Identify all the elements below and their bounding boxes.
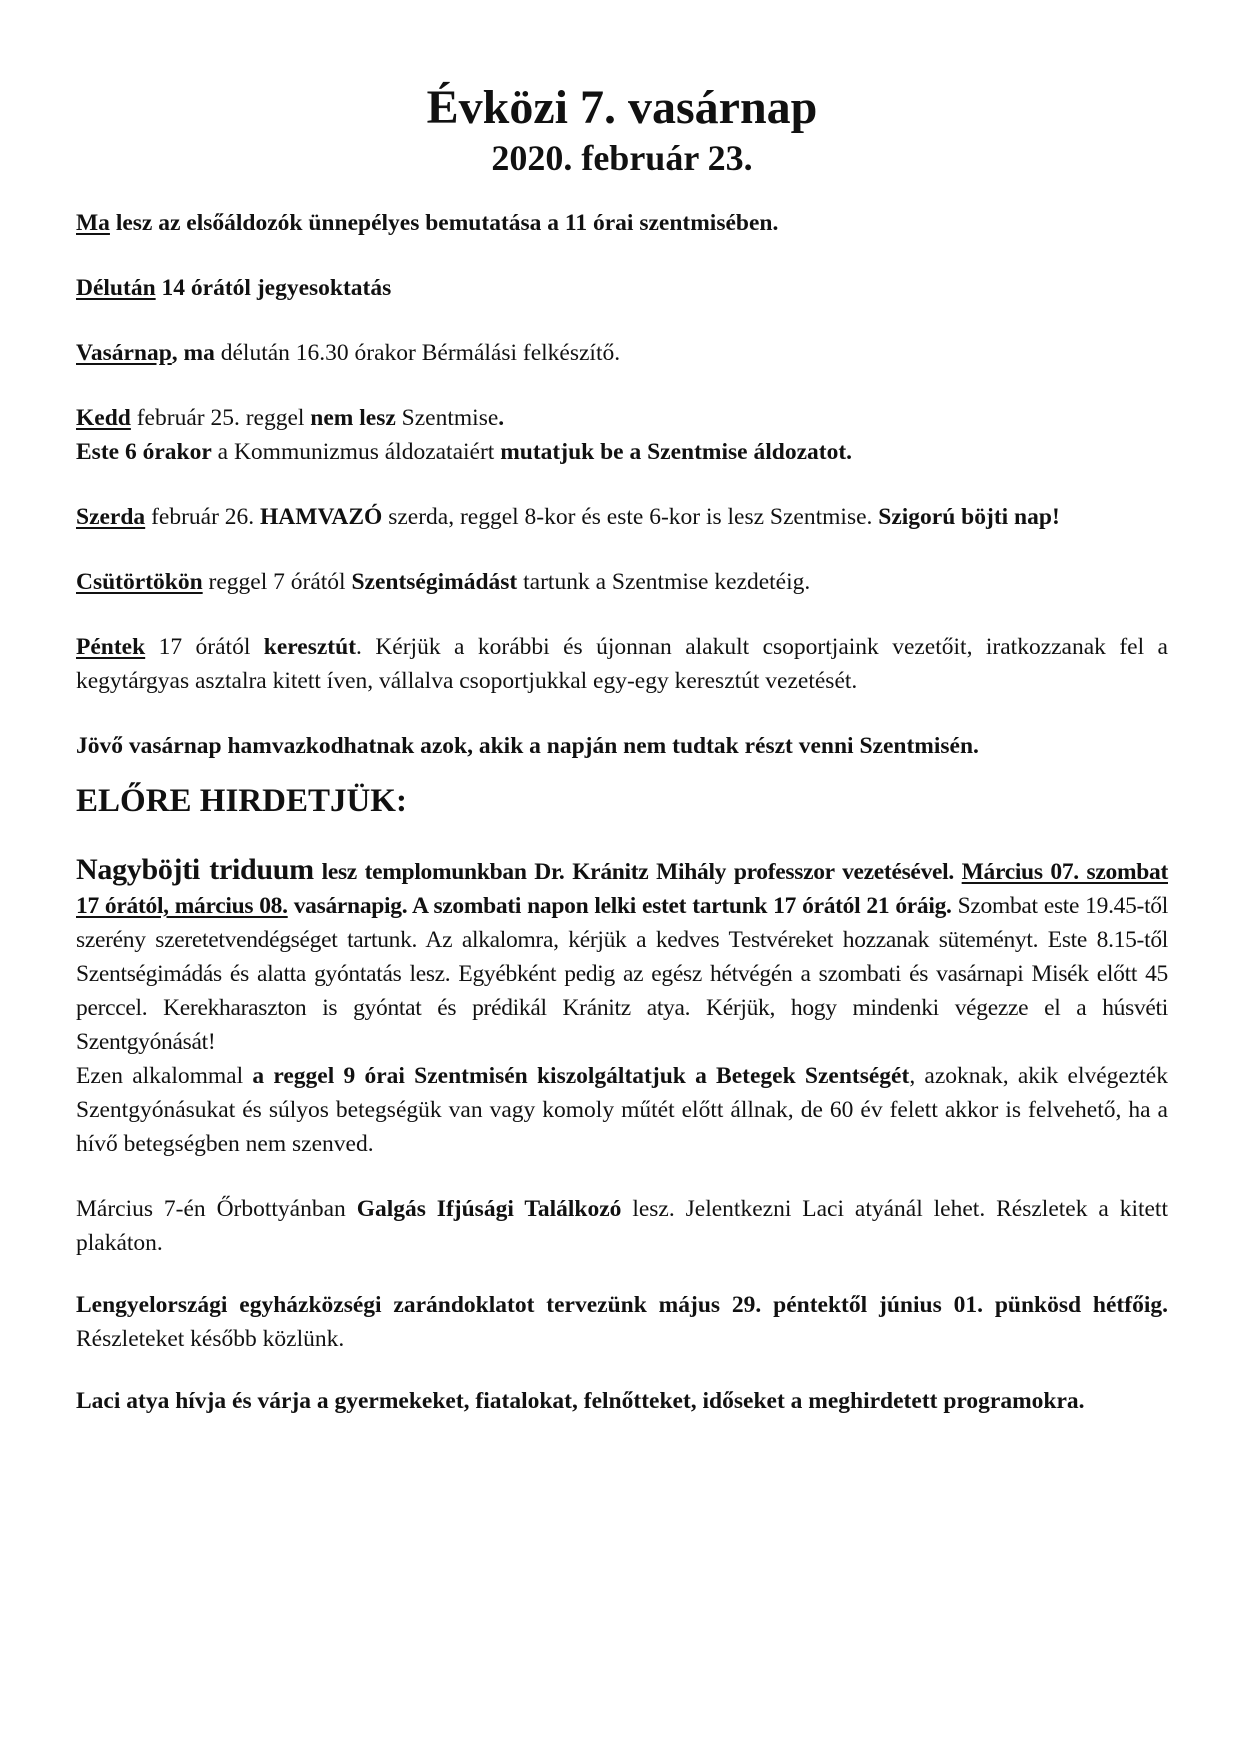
day-label: Vasárnap bbox=[76, 340, 172, 366]
bulletin-page bbox=[76, 80, 1168, 1418]
day-label: Csütörtökön bbox=[76, 569, 203, 595]
announcement-engaged-course bbox=[76, 271, 1168, 305]
announcement-text: Szentmise bbox=[395, 405, 499, 431]
announcement-adoration bbox=[76, 565, 1168, 599]
bold-text: , ma bbox=[171, 340, 215, 366]
announcement-text: , azoknak, akik elvégezték Szentgyónásukat és súlyos betegségük van vagy komoly műtét előtt állnak, de 60 év felett akkor is felvehető, ha a hívő betegségben nem szenved. bbox=[76, 1063, 1168, 1157]
bold-text: Jövő vasárnap hamvazkodhatnak azok, akik a napján nem tudtak részt venni Szentmisén. bbox=[76, 733, 979, 759]
bold-text: keresztút bbox=[263, 634, 357, 660]
day-label: Kedd bbox=[76, 405, 131, 431]
announcement-text: Március 7-én Őrbottyánban bbox=[76, 1196, 357, 1222]
day-label: Ma bbox=[76, 210, 110, 236]
page-title: Évközi 7. vasárnap bbox=[426, 81, 818, 134]
announcement-text: 14 órától jegyesoktatás bbox=[155, 275, 392, 301]
bold-text: vasárnapig. A szombati napon lelki estet tartunk 17 órától 21 óráig. bbox=[287, 893, 952, 919]
announcement-invitation bbox=[76, 1384, 1168, 1418]
announcement-first-communion bbox=[76, 206, 1168, 240]
announcement-text: Szombat este 19.45-től szerény szeretetvendégséget tartunk. Az alkalomra, kérjük a kedves Testvéreket hozzanak süteményt. Este 8.15-től Szentségimádás és alatta gyóntatás lesz. Egyébként pedig az egész hétvégén a szombati és vasárnapi Misék előtt 45 perccel. Kerekharaszton is gyóntat és prédikál Kránitz atya. Kérjük, hogy mindenki végezze el a húsvéti Szentgyónását! bbox=[76, 893, 1168, 1055]
day-label: Délután bbox=[76, 275, 156, 301]
announcement-text: lesz az elsőáldozók ünnepélyes bemutatása a 11 órai szentmisében. bbox=[109, 210, 779, 236]
announcement-youth-meeting bbox=[76, 1192, 1168, 1260]
announcement-next-sunday-ashes bbox=[76, 729, 1168, 763]
announcement-text: 17 órától bbox=[145, 634, 264, 660]
bold-text: Szentségimádást bbox=[351, 569, 518, 595]
bold-text: lesz templomunkban Dr. Kránitz Mihály professzor vezetésével. bbox=[313, 859, 954, 885]
section-heading: ELŐRE HIRDETJÜK: bbox=[76, 783, 407, 819]
announcement-text: február 26. bbox=[145, 504, 261, 530]
page-date: 2020. február 23. bbox=[491, 138, 753, 178]
day-label: Péntek bbox=[76, 634, 146, 660]
bold-text: HAMVAZÓ bbox=[260, 504, 383, 530]
bold-text: Szigorú böjti nap! bbox=[878, 504, 1060, 530]
announcement-text: Részleteket később közlünk. bbox=[76, 1326, 345, 1352]
bold-text: . bbox=[498, 405, 505, 431]
announcement-tuesday bbox=[76, 401, 1168, 435]
announcement-ash-wednesday bbox=[76, 500, 1168, 534]
announcement-triduum bbox=[76, 853, 1168, 1059]
announcement-stations-of-cross bbox=[76, 630, 1168, 698]
announcement-confirmation bbox=[76, 336, 1168, 370]
announcement-pilgrimage bbox=[76, 1288, 1168, 1356]
announcement-text: február 25. reggel bbox=[130, 405, 311, 431]
announcement-text: reggel 7 órától bbox=[202, 569, 352, 595]
bold-text: Laci atya hívja és várja a gyermekeket, fiatalokat, felnőtteket, időseket a meghirdetett programokra. bbox=[76, 1388, 1085, 1414]
big-bold-text: Nagyböjti triduum bbox=[76, 853, 314, 886]
day-label: Szerda bbox=[76, 504, 146, 530]
bold-text: a reggel 9 órai Szentmisén kiszolgáltatjuk a Betegek Szentségét bbox=[252, 1063, 910, 1089]
announcement-text: szerda, reggel 8-kor és este 6-kor is lesz Szentmise. bbox=[382, 504, 879, 530]
bold-text: mutatjuk be a Szentmise áldozatot. bbox=[500, 439, 853, 465]
announcement-tuesday-evening bbox=[76, 435, 1168, 469]
announcement-text: a Kommunizmus áldozataiért bbox=[211, 439, 501, 465]
announcement-text: tartunk a Szentmise kezdetéig. bbox=[517, 569, 811, 595]
underlined-date: Március 07. szombat 17 órától, március 08. bbox=[76, 859, 1168, 919]
announcement-text: . Kérjük a korábbi és újonnan alakult csoportjaink vezetőit, iratkozzanak fel a kegytárgyas asztalra kitett íven, vállalva csoportjukkal egy-egy keresztút vezetését. bbox=[76, 634, 1168, 694]
announcement-text: délután 16.30 órakor Bérmálási felkészítő. bbox=[214, 340, 621, 366]
bold-text: nem lesz bbox=[310, 405, 396, 431]
bold-text: Este 6 órakor bbox=[76, 439, 212, 465]
announcement-text: Ezen alkalommal bbox=[76, 1063, 253, 1089]
announcement-anointing bbox=[76, 1059, 1168, 1161]
bold-text: Galgás Ifjúsági Találkozó bbox=[356, 1196, 622, 1222]
announcement-text: lesz. Jelentkezni Laci atyánál lehet. Részletek a kitett plakáton. bbox=[76, 1196, 1168, 1256]
bold-text: Lengyelországi egyházközségi zarándoklatot tervezünk május 29. péntektől június 01. pünkösd hétfőig. bbox=[76, 1292, 1168, 1318]
